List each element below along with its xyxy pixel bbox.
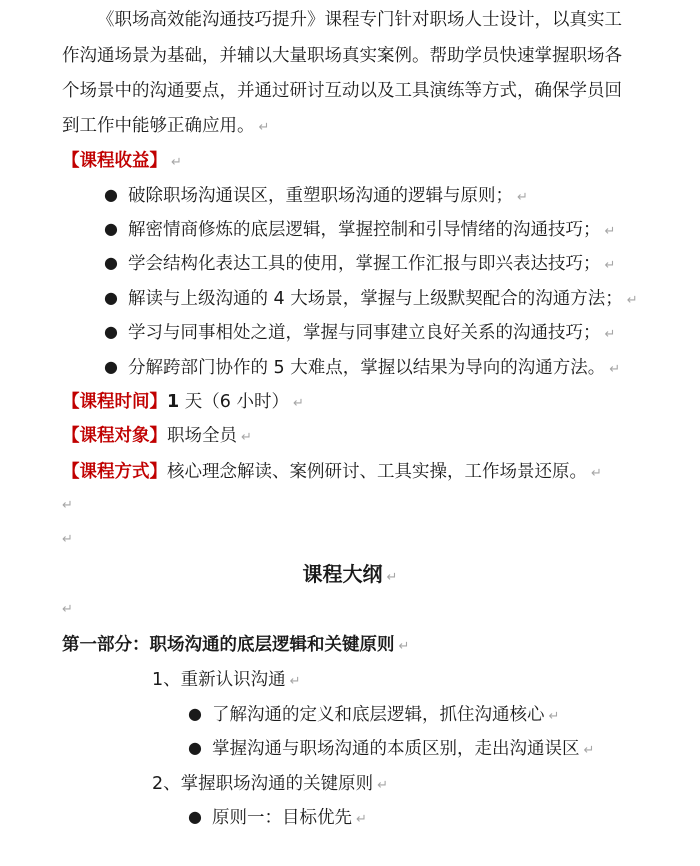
bullet-icon: ● <box>104 219 118 238</box>
bullet-icon: ● <box>104 185 118 204</box>
method-label: 【课程方式】 <box>62 462 167 482</box>
empty-paragraph-mark: ↵ <box>62 602 73 617</box>
empty-paragraph-mark: ↵ <box>62 532 73 547</box>
bullet-icon: ● <box>104 288 118 307</box>
intro-line-4: 到工作中能够正确应用。 ↵ <box>62 116 270 136</box>
benefit-item: ● 学会结构化表达工具的使用，掌握工作汇报与即兴表达技巧； ↵ <box>104 253 616 274</box>
section2-item: ● 原则一：目标优先 ↵ <box>188 807 367 828</box>
bullet-icon: ● <box>104 322 118 341</box>
bullet-icon: ● <box>104 357 118 376</box>
benefit-item: ● 分解跨部门协作的 5 大难点，掌握以结果为导向的沟通方法。 ↵ <box>104 357 621 378</box>
empty-paragraph-mark: ↵ <box>62 498 73 513</box>
bullet-icon: ● <box>188 738 202 757</box>
section1-title: 1、重新认识沟通 ↵ <box>152 670 301 690</box>
intro-line-1: 《职场高效能沟通技巧提升》课程专门针对职场人士设计，以真实工 <box>97 10 622 30</box>
benefits-label-line: 【课程收益】 ↵ <box>62 151 182 171</box>
time-line: 【课程时间】1 天（6 小时） ↵ <box>62 392 304 412</box>
part1-title: 第一部分：职场沟通的底层逻辑和关键原则 ↵ <box>62 635 410 655</box>
audience-label: 【课程对象】 <box>62 426 167 446</box>
benefit-item: ● 学习与同事相处之道，掌握与同事建立良好关系的沟通技巧； ↵ <box>104 322 616 343</box>
benefit-item: ● 解密情商修炼的底层逻辑，掌握控制和引导情绪的沟通技巧； ↵ <box>104 219 616 240</box>
benefit-item: ● 解读与上级沟通的 4 大场景，掌握与上级默契配合的沟通方法； ↵ <box>104 288 638 309</box>
method-line: 【课程方式】核心理念解读、案例研讨、工具实操，工作场景还原。 ↵ <box>62 462 602 482</box>
intro-line-3: 个场景中的沟通要点，并通过研讨互动以及工具演练等方式，确保学员回 <box>62 81 622 101</box>
section1-item: ● 了解沟通的定义和底层逻辑，抓住沟通核心 ↵ <box>188 704 560 725</box>
bullet-icon: ● <box>188 807 202 826</box>
bullet-icon: ● <box>188 704 202 723</box>
intro-line-2: 作沟通场景为基础，并辅以大量职场真实案例。帮助学员快速掌握职场各 <box>62 46 622 66</box>
audience-line: 【课程对象】职场全员 ↵ <box>62 426 252 446</box>
outline-title: 课程大纲 ↵ <box>302 562 398 586</box>
paragraph-mark: ↵ <box>258 120 270 135</box>
section2-title: 2、掌握职场沟通的关键原则 ↵ <box>152 774 389 794</box>
bullet-icon: ● <box>104 253 118 272</box>
section1-item: ● 掌握沟通与职场沟通的本质区别，走出沟通误区 ↵ <box>188 738 595 759</box>
benefits-label: 【课程收益】 <box>62 151 167 171</box>
time-label: 【课程时间】 <box>62 392 167 412</box>
benefit-item: ● 破除职场沟通误区，重塑职场沟通的逻辑与原则； ↵ <box>104 185 528 206</box>
